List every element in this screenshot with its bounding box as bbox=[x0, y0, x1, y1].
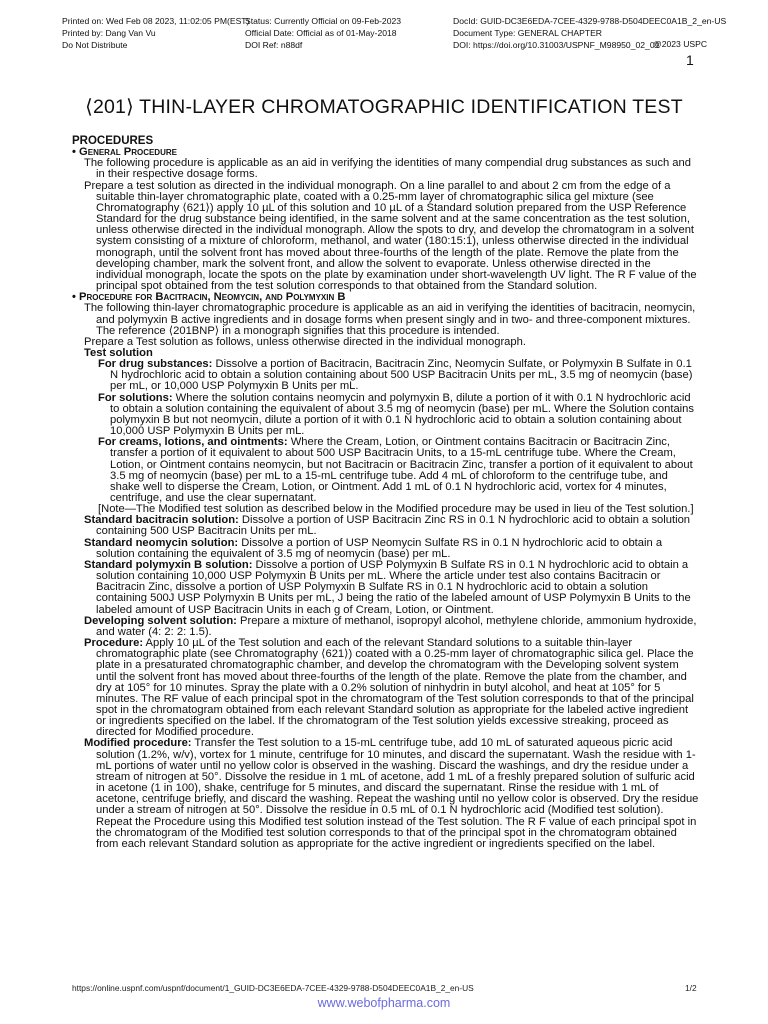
doc-id: DocId: GUID-DC3E6EDA-7CEE-4329-9788-D504DEEC0A1B_2_en-US bbox=[453, 16, 727, 26]
std-bacitracin-label: Standard bacitracin solution: bbox=[84, 514, 239, 527]
std-polymyxin-item bbox=[72, 560, 700, 616]
general-procedure-heading: • General Procedure bbox=[72, 146, 177, 159]
official-date: Official Date: Official as of 01-May-2018 bbox=[245, 28, 397, 38]
solutions-label: For solutions: bbox=[98, 391, 173, 404]
std-neomycin-text: Dissolve a portion of USP Neomycin Sulfate RS in 0.1 N hydrochloric acid to obtain a solution containing the equivalent of 3.5 mg of neomycin (base) per mL. bbox=[96, 536, 663, 560]
std-bacitracin-item bbox=[72, 515, 700, 537]
doi-link[interactable]: DOI: https://doi.org/10.31003/USPNF_M98950_02_01 bbox=[453, 40, 660, 50]
header-status-info bbox=[245, 15, 401, 51]
developing-solvent-label: Developing solvent solution: bbox=[84, 614, 237, 627]
modified-procedure-item bbox=[72, 738, 700, 850]
creams-item bbox=[72, 437, 700, 504]
document-body bbox=[72, 136, 700, 850]
creams-label: For creams, lotions, and ointments: bbox=[98, 436, 288, 449]
bacitracin-para-1: The following thin-layer chromatographic procedure is applicable as an aid in verifying the identities of bacitracin, neomycin, and polymyxin B active ingredients and in dosage forms when present singly and in two- and three-component mixtures. The reference ⟨201BNP⟩ in a monograph signifies that this procedure is intended. bbox=[84, 302, 696, 337]
procedure-item bbox=[72, 638, 700, 738]
bacitracin-procedure-heading-text: Procedure for Bacitracin, Neomycin, and Polymyxin B bbox=[79, 291, 346, 304]
std-polymyxin-text: Dissolve a portion of USP Polymyxin B Sulfate RS in 0.1 N hydrochloric acid to obtain a solution containing 10,000 USP Polymyxin B Units per mL. Where the article under test also contains Bacitracin or Bacitracin Zinc, dissolve a portion of USP Polymyxin B Sulfate RS in 0.1 N hydrochloric acid to obtain a solution containing 500J USP Polymyxin B Units per mL, J being the ratio of the labeled amount of USP Polymyxin B Units to the labeled amount of USP Bacitracin Units in each g of Cream, Lotion, or Ointment. bbox=[96, 558, 691, 616]
header-print-info bbox=[62, 15, 249, 51]
procedure-label: Procedure: bbox=[84, 637, 144, 650]
footer-page: 1/2 bbox=[685, 983, 697, 993]
page-number: 1 bbox=[686, 52, 694, 68]
bacitracin-para-2: Prepare a Test solution as follows, unless otherwise directed in the individual monograph. bbox=[84, 335, 526, 348]
std-neomycin-label: Standard neomycin solution: bbox=[84, 536, 239, 549]
drug-substances-text: Dissolve a portion of Bacitracin, Bacitracin Zinc, Neomycin Sulfate, or Polymyxin B Sulfate in 0.1 N hydrochloric acid to obtain a solution containing about 500 USP Bacitracin Units per mL, 3.5 mg of neomycin (base) per mL, or 10,000 USP Polymyxin B Units per mL. bbox=[110, 358, 693, 393]
distribution-note: Do Not Distribute bbox=[62, 40, 128, 50]
drug-substances-item bbox=[72, 359, 700, 392]
note: [Note—The Modified test solution as described below in the Modified procedure may be used in lieu of the Test solution.] bbox=[98, 503, 694, 516]
developing-solvent-text: Prepare a mixture of methanol, isopropyl alcohol, methylene chloride, ammonium hydroxide, and water (4: 2: 2: 1.5). bbox=[96, 614, 697, 638]
page-title: ⟨201⟩ THIN-LAYER CHROMATOGRAPHIC IDENTIFICATION TEST bbox=[85, 96, 683, 118]
procedure-text: Apply 10 µL of the Test solution and each of the relevant Standard solutions to a suitable thin-layer chromatographic plate (see Chromatography ⟨621⟩) coated with a 0.25-mm layer of chromatographic silica gel. Place the plate in a presaturated chromatographic chamber, and develop the chromatogram with the Developing solvent system until the solvent front has moved about three-fourths of the length of the plate. Remove the plate from the chamber, and dry at 105° for 10 minutes. Spray the plate with a 0.2% solution of ninhydrin in butyl alcohol, and heat at 105° for 5 minutes. The RF value of each principal spot in the chromatogram of the Test solution corresponds to that of the principal spot in the chromatogram obtained from each relevant Standard solution as appropriate for the labeled active ingredient or ingredients specified on the label. If the chromatogram of the Test solution yields excessive streaking, proceed as directed for Modified procedure. bbox=[96, 637, 694, 739]
bacitracin-procedure-heading: • Procedure for Bacitracin, Neomycin, and Polymyxin B bbox=[72, 291, 346, 304]
copyright: @2023 USPC bbox=[653, 39, 708, 49]
std-polymyxin-label: Standard polymyxin B solution: bbox=[84, 558, 253, 571]
modified-procedure-label: Modified procedure: bbox=[84, 737, 192, 750]
doc-type: Document Type: GENERAL CHAPTER bbox=[453, 28, 603, 38]
creams-text: Where the Cream, Lotion, or Ointment contains Bacitracin or Bacitracin Zinc, transfer a portion of it equivalent to about 500 USP Bacitracin Units, to a 15-mL centrifuge tube. Where the Cream, Lotion, or Ointment contains neomycin, but not Bacitracin or Bacitracin Zinc, transfer a portion of it equivalent to about 3.5 mg of neomycin (base) per mL to a 15-mL centrifuge tube. Add 4 mL of chloroform to the centrifuge tube, and shake well to disperse the Cream, Lotion, or Ointment. Add 1 mL of 0.1 N hydrochloric acid, vortex for 4 minutes, centrifuge, and use the clear supernatant. bbox=[110, 436, 693, 504]
general-procedure-heading-text: General Procedure bbox=[79, 146, 177, 159]
doi-ref: DOI Ref: n88df bbox=[245, 40, 303, 50]
std-neomycin-item bbox=[72, 538, 700, 560]
printed-by: Printed by: Dang Van Vu bbox=[62, 28, 156, 38]
general-para-1: The following procedure is applicable as an aid in verifying the identities of many compendial drug substances as such and in their respective dosage forms. bbox=[84, 157, 691, 181]
status: Status: Currently Official on 09-Feb-2023 bbox=[245, 16, 402, 26]
procedures-heading: PROCEDURES bbox=[72, 135, 154, 147]
general-para-2: Prepare a test solution as directed in the individual monograph. On a line parallel to and about 2 cm from the edge of a suitable thin-layer chromatographic plate, coated with a 0.25-mm layer of chromatographic silica gel mixture (see Chromatography ⟨621⟩) apply 10 µL of this solution and 10 µL of a Standard solution prepared from the USP Reference Standard for the drug substance being identified, in the same solvent and at the same concentration as the test solution, unless otherwise directed in the individual monograph. Allow the spots to dry, and develop the chromatogram in a solvent system consisting of a mixture of chloroform, methanol, and water (180:15:1), unless otherwise directed in the individual monograph, until the solvent front has moved about three-fourths of the length of the plate. Remove the plate from the developing chamber, mark the solvent front, and allow the solvent to evaporate. Unless otherwise directed in the individual monograph, locate the spots on the plate by examination under short-wavelength UV light. The R F value of the principal spot obtained from the test solution corresponds to that obtained from the Standard solution. bbox=[84, 179, 697, 293]
drug-substances-label: For drug substances: bbox=[98, 358, 213, 371]
printed-on: Printed on: Wed Feb 08 2023, 11:02:05 PM(EST) bbox=[62, 16, 250, 26]
solutions-text: Where the solution contains neomycin and polymyxin B, dilute a portion of it with 0.1 N hydrochloric acid to obtain a solution containing the equivalent of about 3.5 mg of neomycin (base) per mL. Where the Solution contains polymyxin B but not neomycin, dilute a portion of it with 0.1 N hydrochloric acid to obtain a solution containing about 10,000 USP Polymyxin B Units per mL. bbox=[110, 391, 694, 438]
footer-url[interactable]: https://online.uspnf.com/uspnf/document/1_GUID-DC3E6EDA-7CEE-4329-9788-D504DEEC0A1B_2_en-US bbox=[72, 983, 474, 993]
solutions-item bbox=[72, 393, 700, 438]
test-solution-heading: Test solution bbox=[84, 346, 153, 359]
std-bacitracin-text: Dissolve a portion of USP Bacitracin Zinc RS in 0.1 N hydrochloric acid to obtain a solution containing 500 USP Bacitracin Units per mL. bbox=[96, 514, 691, 538]
modified-procedure-text: Transfer the Test solution to a 15-mL centrifuge tube, add 10 mL of saturated aqueous picric acid solution (1.2%, w/v), vortex for 1 minute, centrifuge for 10 minutes, and discard the supernatant. Wash the residue with 1-mL portions of water until no yellow color is observed in the washing. Discard the washings, and dry the residue under a stream of nitrogen at 50°. Dissolve the residue in 1 mL of acetone, add 1 mL of a freshly prepared solution of sulfuric acid in acetone (1 in 100), shake, centrifuge for 5 minutes, and discard the supernatant. Rinse the residue with 1 mL of acetone, centrifuge briefly, and discard the washing. Repeat the washing until no yellow color is observed. Dry the residue under a stream of nitrogen at 50°. Dissolve the residue in 0.5 mL of 0.1 N hydrochloric acid (Modified test solution). Repeat the Procedure using this Modified test solution instead of the Test solution. The R F value of each principal spot in the chromatogram of the Modified test solution corresponds to that of the principal spot in the chromatogram obtained from each relevant Standard solution as appropriate for the active ingredient or ingredients specified on the label. bbox=[96, 737, 699, 850]
watermark-link[interactable]: www.webofpharma.com bbox=[317, 996, 451, 1010]
developing-solvent-item bbox=[72, 616, 700, 638]
